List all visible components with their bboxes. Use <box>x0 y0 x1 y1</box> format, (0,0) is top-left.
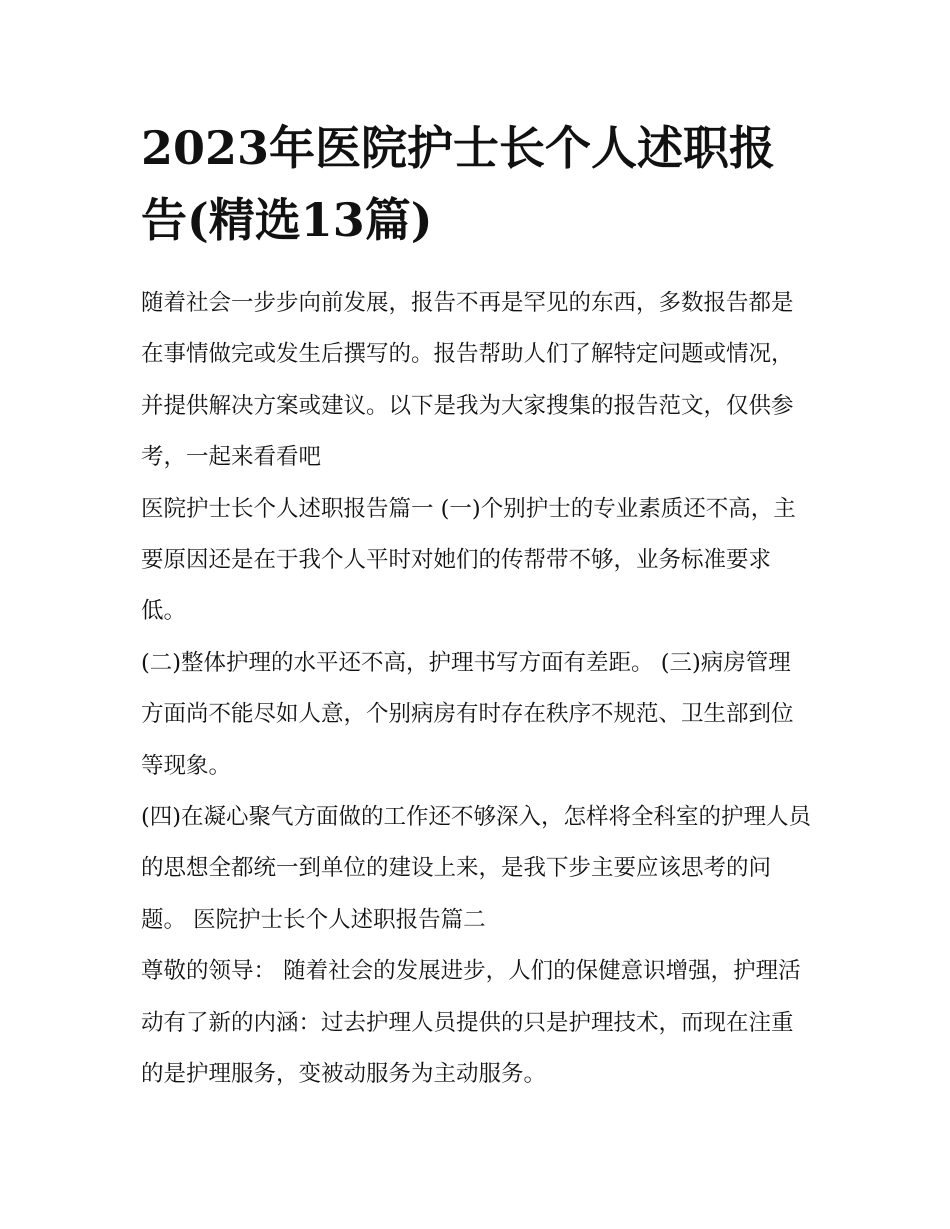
paragraph-section-two: 尊敬的领导： 随着社会的发展进步，人们的保健意识增强，护理活动有了新的内涵：过去护理人员提供的只是护理技术，而现在注重的是护理服务，变被动服务为主动服务。 <box>141 958 801 1088</box>
paragraph-intro: 随着社会一步步向前发展，报告不再是罕见的东西，多数报告都是在事情做完或发生后撰写的。报告帮助人们了解特定问题或情况，并提供解决方案或建议。以下是我为大家搜集的报告范文，仅供参考，一起来看看吧 <box>141 290 794 471</box>
paragraph-issue-four: (四)在凝心聚气方面做的工作还不够深入，怎样将全科室的护理人员的思想全都统一到单位的建设上来，是我下步主要应该思考的问题。 医院护士长个人述职报告篇二 <box>141 804 812 933</box>
paragraph-section-one: 医院护士长个人述职报告篇一 (一)个别护士的专业素质还不高，主要原因还是在于我个人平时对她们的传帮带不够，业务标准要求低。 <box>141 495 796 625</box>
document-page <box>141 112 813 1101</box>
document-title: 2023年医院护士长个人述职报告(精选13篇) <box>141 121 776 247</box>
paragraph-issues-two-three: (二)整体护理的水平还不高，护理书写方面有差距。 (三)病房管理方面尚不能尽如人意，个别病房有时存在秩序不规范、卫生部到位等现象。 <box>141 649 794 779</box>
